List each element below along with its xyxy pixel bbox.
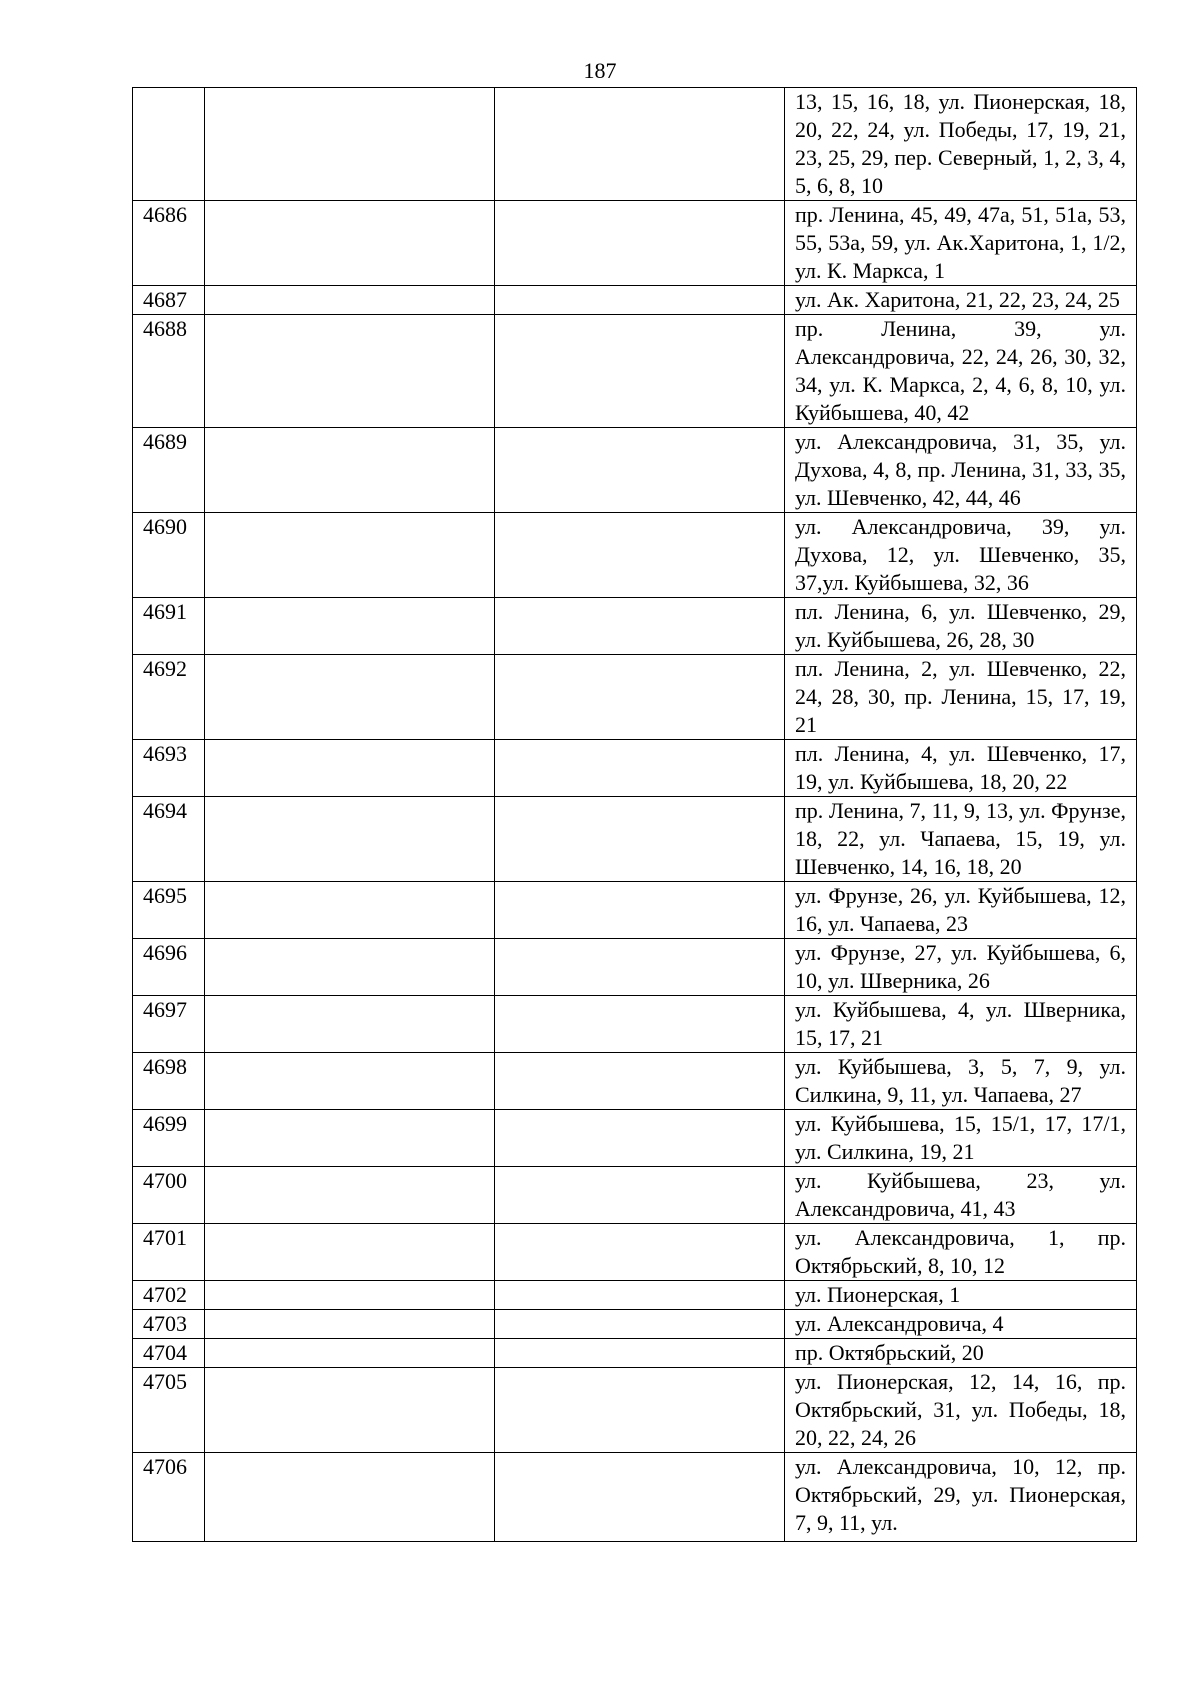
empty-cell <box>205 1053 495 1110</box>
table-row <box>133 88 1137 201</box>
empty-cell <box>205 882 495 939</box>
station-number: 4696 <box>133 939 205 996</box>
empty-cell <box>205 1368 495 1453</box>
empty-cell <box>495 598 785 655</box>
address-cell: ул. Фрунзе, 26, ул. Куйбышева, 12, 16, ул. Чапаева, 23 <box>785 882 1137 939</box>
empty-cell <box>205 315 495 428</box>
table-row <box>133 1224 1137 1281</box>
table-row <box>133 939 1137 996</box>
address-cell: ул. Александровича, 31, 35, ул. Духова, 4, 8, пр. Ленина, 31, 33, 35, ул. Шевченко, 42, 44, 46 <box>785 428 1137 513</box>
address-cell: ул. Александровича, 1, пр. Октябрьский, 8, 10, 12 <box>785 1224 1137 1281</box>
empty-cell <box>495 996 785 1053</box>
address-cell: пр. Ленина, 45, 49, 47а, 51, 51а, 53, 55, 53а, 59, ул. Ак.Харитона, 1, 1/2, ул. К. Маркса, 1 <box>785 201 1137 286</box>
table-row <box>133 1453 1137 1542</box>
table-row <box>133 1167 1137 1224</box>
table-row <box>133 201 1137 286</box>
empty-cell <box>495 315 785 428</box>
empty-cell <box>205 286 495 315</box>
table-row <box>133 1281 1137 1310</box>
station-number: 4698 <box>133 1053 205 1110</box>
table-row <box>133 740 1137 797</box>
station-number: 4704 <box>133 1339 205 1368</box>
address-cell: ул. Александровича, 39, ул. Духова, 12, ул. Шевченко, 35, 37,ул. Куйбышева, 32, 36 <box>785 513 1137 598</box>
empty-cell <box>205 1281 495 1310</box>
address-cell: ул. Куйбышева, 3, 5, 7, 9, ул. Силкина, 9, 11, ул. Чапаева, 27 <box>785 1053 1137 1110</box>
station-number: 4701 <box>133 1224 205 1281</box>
station-number: 4686 <box>133 201 205 286</box>
empty-cell <box>495 428 785 513</box>
empty-cell <box>205 797 495 882</box>
station-number <box>133 88 205 201</box>
page-number: 187 <box>583 58 617 83</box>
address-cell: пр. Ленина, 7, 11, 9, 13, ул. Фрунзе, 18, 22, ул. Чапаева, 15, 19, ул. Шевченко, 14, 16, 18, 20 <box>785 797 1137 882</box>
station-number: 4702 <box>133 1281 205 1310</box>
empty-cell <box>495 1281 785 1310</box>
empty-cell <box>205 201 495 286</box>
empty-cell <box>495 655 785 740</box>
table-row <box>133 797 1137 882</box>
empty-cell <box>205 1453 495 1542</box>
station-number: 4687 <box>133 286 205 315</box>
station-number: 4695 <box>133 882 205 939</box>
station-number: 4688 <box>133 315 205 428</box>
empty-cell <box>205 1110 495 1167</box>
station-number: 4706 <box>133 1453 205 1542</box>
table-row <box>133 1110 1137 1167</box>
address-cell: 13, 15, 16, 18, ул. Пионерская, 18, 20, 22, 24, ул. Победы, 17, 19, 21, 23, 25, 29, пер. Северный, 1, 2, 3, 4, 5, 6, 8, 10 <box>785 88 1137 201</box>
station-number: 4689 <box>133 428 205 513</box>
empty-cell <box>205 1339 495 1368</box>
address-cell: пр. Октябрьский, 20 <box>785 1339 1137 1368</box>
empty-cell <box>205 996 495 1053</box>
table-row <box>133 1053 1137 1110</box>
empty-cell <box>205 513 495 598</box>
empty-cell <box>495 1310 785 1339</box>
station-number: 4694 <box>133 797 205 882</box>
empty-cell <box>495 1167 785 1224</box>
table-row <box>133 1310 1137 1339</box>
address-cell: ул. Куйбышева, 15, 15/1, 17, 17/1, ул. Силкина, 19, 21 <box>785 1110 1137 1167</box>
empty-cell <box>495 1339 785 1368</box>
empty-cell <box>495 1110 785 1167</box>
address-cell: ул. Пионерская, 1 <box>785 1281 1137 1310</box>
station-number: 4700 <box>133 1167 205 1224</box>
table-row <box>133 655 1137 740</box>
address-cell: ул. Александровича, 4 <box>785 1310 1137 1339</box>
station-number: 4705 <box>133 1368 205 1453</box>
address-cell: ул. Фрунзе, 27, ул. Куйбышева, 6, 10, ул. Шверника, 26 <box>785 939 1137 996</box>
empty-cell <box>495 286 785 315</box>
station-number: 4692 <box>133 655 205 740</box>
address-cell: ул. Ак. Харитона, 21, 22, 23, 24, 25 <box>785 286 1137 315</box>
address-cell: пр. Ленина, 39, ул. Александровича, 22, 24, 26, 30, 32, 34, ул. К. Маркса, 2, 4, 6, 8, 10, ул. Куйбышева, 40, 42 <box>785 315 1137 428</box>
empty-cell <box>495 88 785 201</box>
empty-cell <box>205 740 495 797</box>
station-number: 4690 <box>133 513 205 598</box>
table-row <box>133 428 1137 513</box>
empty-cell <box>205 428 495 513</box>
polling-stations-table <box>132 87 1137 1542</box>
empty-cell <box>205 1167 495 1224</box>
table-row <box>133 513 1137 598</box>
address-cell: пл. Ленина, 2, ул. Шевченко, 22, 24, 28, 30, пр. Ленина, 15, 17, 19, 21 <box>785 655 1137 740</box>
empty-cell <box>205 1310 495 1339</box>
empty-cell <box>205 88 495 201</box>
empty-cell <box>205 1224 495 1281</box>
empty-cell <box>205 598 495 655</box>
empty-cell <box>495 201 785 286</box>
station-number: 4703 <box>133 1310 205 1339</box>
empty-cell <box>495 1453 785 1542</box>
empty-cell <box>495 1224 785 1281</box>
empty-cell <box>495 939 785 996</box>
empty-cell <box>495 740 785 797</box>
address-cell: пл. Ленина, 6, ул. Шевченко, 29, ул. Куйбышева, 26, 28, 30 <box>785 598 1137 655</box>
empty-cell <box>495 1053 785 1110</box>
table-row <box>133 598 1137 655</box>
address-cell: пл. Ленина, 4, ул. Шевченко, 17, 19, ул. Куйбышева, 18, 20, 22 <box>785 740 1137 797</box>
empty-cell <box>495 513 785 598</box>
empty-cell <box>495 882 785 939</box>
station-number: 4693 <box>133 740 205 797</box>
table-row <box>133 996 1137 1053</box>
empty-cell <box>205 939 495 996</box>
address-cell: ул. Куйбышева, 23, ул. Александровича, 41, 43 <box>785 1167 1137 1224</box>
empty-cell <box>205 655 495 740</box>
station-number: 4699 <box>133 1110 205 1167</box>
station-number: 4691 <box>133 598 205 655</box>
empty-cell <box>495 797 785 882</box>
address-cell: ул. Пионерская, 12, 14, 16, пр. Октябрьский, 31, ул. Победы, 18, 20, 22, 24, 26 <box>785 1368 1137 1453</box>
table-row <box>133 315 1137 428</box>
address-cell: ул. Куйбышева, 4, ул. Шверника, 15, 17, 21 <box>785 996 1137 1053</box>
address-cell: ул. Александровича, 10, 12, пр. Октябрьский, 29, ул. Пионерская, 7, 9, 11, ул. <box>785 1453 1137 1542</box>
table-row <box>133 1368 1137 1453</box>
table-row <box>133 882 1137 939</box>
station-number: 4697 <box>133 996 205 1053</box>
table-row <box>133 286 1137 315</box>
empty-cell <box>495 1368 785 1453</box>
table-row <box>133 1339 1137 1368</box>
